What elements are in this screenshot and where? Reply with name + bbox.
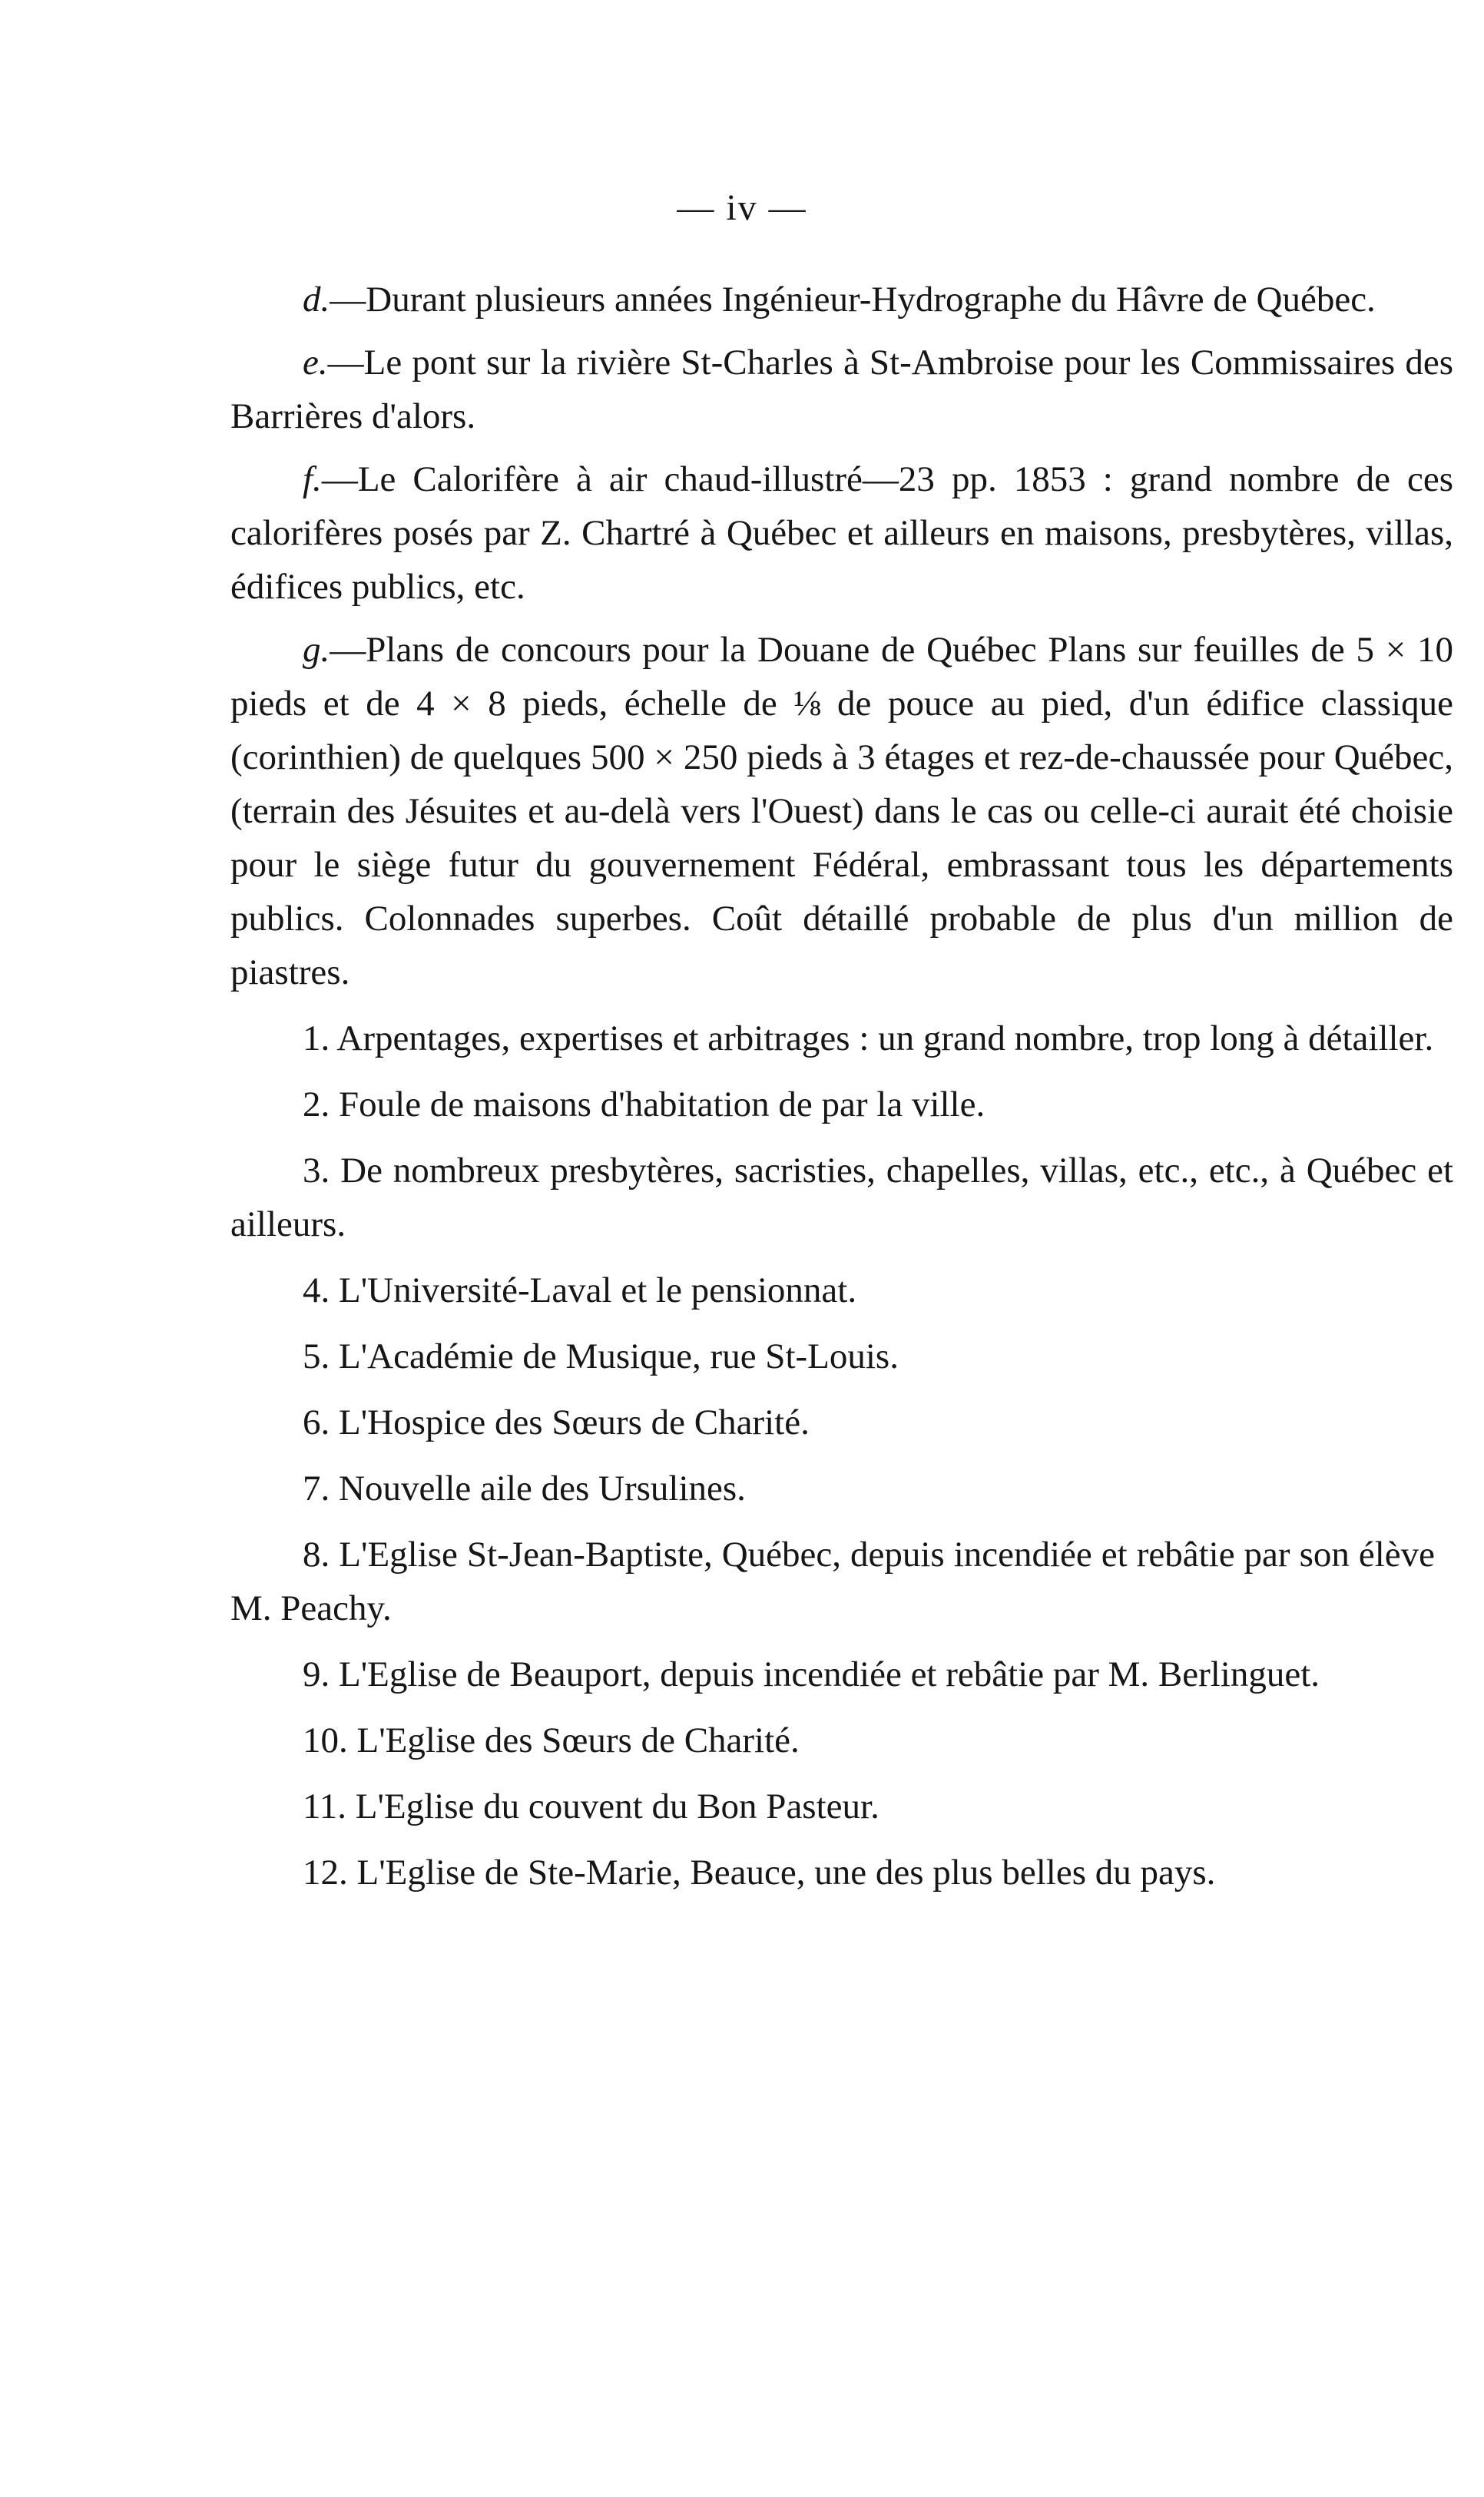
list-item-text: Nouvelle aile des Ursulines.	[339, 1469, 746, 1508]
list-item-text: L'Eglise de Beauport, depuis incendiée et rebâtie par M. Berlinguet.	[339, 1654, 1320, 1694]
page-number-header: — iv —	[677, 187, 807, 228]
list-item-number: 3.	[303, 1151, 330, 1191]
paragraph-d-letter: d.	[303, 280, 330, 320]
list-item-text: L'Eglise St-Jean-Baptiste, Québec, depuis incendiée et rebâtie par son élève M. Peachy.	[230, 1535, 1436, 1628]
list-item-text: Arpentages, expertises et arbitrages : un grand nombre, trop long à détailler.	[336, 1018, 1434, 1058]
list-item-text: L'Académie de Musique, rue St-Louis.	[339, 1336, 899, 1376]
paragraph-g	[230, 623, 1453, 999]
list-item-number: 4.	[303, 1270, 330, 1310]
list-item-10	[230, 1714, 1453, 1767]
paragraph-g-letter: g.	[303, 630, 330, 670]
list-item-6	[230, 1396, 1453, 1449]
list-item-text: L'Eglise de Ste-Marie, Beauce, une des plus belles du pays.	[356, 1853, 1216, 1893]
numbered-list	[230, 1012, 1453, 1899]
list-item-number: 12.	[303, 1853, 348, 1893]
list-item-text: De nombreux presbytères, sacristies, chapelles, villas, etc., etc., à Québec et ailleurs.	[230, 1151, 1454, 1244]
list-item-2	[230, 1078, 1453, 1131]
list-item-8	[230, 1528, 1435, 1635]
list-item-number: 10.	[303, 1720, 348, 1760]
list-item-number: 11.	[303, 1787, 347, 1826]
list-item-text: Foule de maisons d'habitation de par la ville.	[339, 1085, 985, 1124]
list-item-number: 8.	[303, 1535, 330, 1575]
list-item-number: 6.	[303, 1402, 330, 1442]
paragraph-d	[230, 273, 1453, 326]
list-item-number: 5.	[303, 1336, 330, 1376]
list-item-text: L'Université-Laval et le pensionnat.	[339, 1270, 857, 1310]
paragraph-f-text: —Le Calorifère à air chaud-illustré—23 pp. 1853 : grand nombre de ces calorifères posés par Z. Chartré à Québec et ailleurs en maisons, presbytères, villas, édifices publics, etc.	[230, 459, 1453, 607]
paragraph-f-letter: f.	[303, 459, 322, 499]
paragraph-f	[230, 452, 1453, 614]
paragraph-e-letter: e.	[303, 343, 328, 382]
document-body	[230, 273, 1453, 1899]
list-item-text: L'Hospice des Sœurs de Charité.	[339, 1402, 810, 1442]
paragraph-e	[230, 336, 1453, 443]
paragraph-e-text: —Le pont sur la rivière St-Charles à St-Ambroise pour les Commissaires des Barrières d'alors.	[230, 343, 1453, 436]
list-item-1	[230, 1012, 1453, 1065]
list-item-text: L'Eglise du couvent du Bon Pasteur.	[355, 1787, 879, 1826]
list-item-11	[230, 1780, 1453, 1833]
list-item-4	[230, 1263, 1453, 1317]
list-item-12	[230, 1846, 1435, 1899]
list-item-number: 2.	[303, 1085, 330, 1124]
list-item-number: 1.	[303, 1018, 330, 1058]
list-item-3	[230, 1144, 1453, 1251]
list-item-7	[230, 1462, 1453, 1515]
list-item-number: 9.	[303, 1654, 330, 1694]
list-item-5	[230, 1330, 1453, 1383]
list-item-text: L'Eglise des Sœurs de Charité.	[356, 1720, 800, 1760]
list-item-number: 7.	[303, 1469, 330, 1508]
paragraph-d-text: —Durant plusieurs années Ingénieur-Hydrographe du Hâvre de Québec.	[330, 280, 1376, 320]
list-item-9	[230, 1648, 1435, 1701]
paragraph-g-text: —Plans de concours pour la Douane de Québec Plans sur feuilles de 5 × 10 pieds et de 4 × 8 pieds, échelle de ⅛ de pouce au pied, d'un édifice classique (corinthien) de quelques 500 × 250 pieds à 3 étages et rez-de-chaussée pour Québec, (terrain des Jésuites et au-delà vers l'Ouest) dans le cas ou celle-ci aurait été choisie pour le siège futur du gouvernement Fédéral, embrassant tous les départements publics. Colonnades superbes. Coût détaillé probable de plus d'un million de piastres.	[230, 630, 1453, 992]
